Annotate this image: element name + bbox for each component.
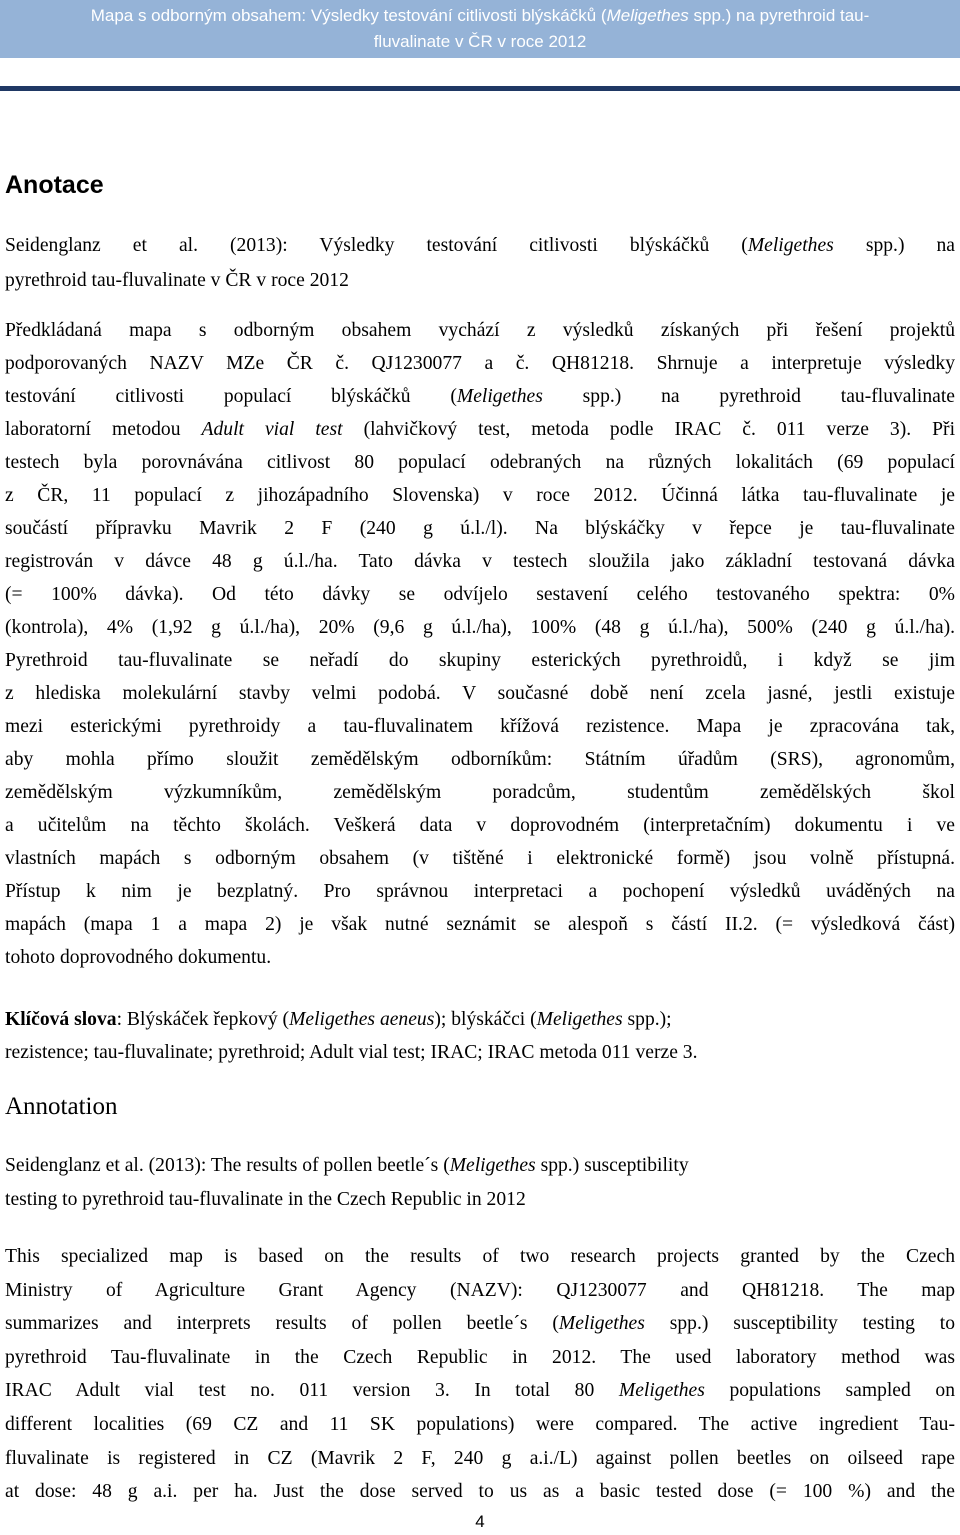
anotace-heading: Anotace	[5, 171, 104, 199]
annotation-citation-line-1: Seidenglanz et al. (2013): The results of pollen beetle´s (Meligethes spp.) susceptibility	[5, 1155, 689, 1176]
document-header	[0, 0, 960, 58]
annotation-citation-line-2: testing to pyrethroid tau-fluvalinate in the Czech Republic in 2012	[5, 1189, 526, 1210]
keywords-label: Klíčová slova	[5, 1009, 117, 1030]
body-line: fluvalinate is registered in CZ (Mavrik 2 F, 240 g a.i./L) against pollen beetles on oilseed rape	[5, 1447, 955, 1469]
header-title-line-1: Mapa s odborným obsahem: Výsledky testování citlivosti blýskáčků (Meligethes spp.) na pyrethroid tau-	[90, 6, 870, 25]
body-line: summarizes and interprets results of pollen beetle´s (Meligethes spp.) susceptibility testing to	[5, 1313, 956, 1335]
body-line: podporovaných NAZV MZe ČR č. QJ1230077 a č. QH81218. Shrnuje a interpretuje výsledky	[5, 353, 955, 374]
body-line: different localities (69 CZ and 11 SK populations) were compared. The active ingredient Tau-	[5, 1414, 955, 1435]
keywords-text-1: : Blýskáček řepkový (Meligethes aeneus); blýskáčci (Meligethes spp.);	[116, 1009, 672, 1030]
header-title-line-2: fluvalinate v ČR v roce 2012	[373, 32, 587, 51]
body-line: vlastních mapách s odborným obsahem (v tištěné i elektronické formě) jsou volně přístupná.	[5, 848, 955, 869]
body-line: (= 100% dávka). Od této dávky se odvíjelo sestavení celého testovaného spektra: 0%	[5, 584, 955, 605]
body-line: mezi esterickými pyrethroidy a tau-fluvalinatem křížová rezistence. Mapa je zpracována tak,	[5, 716, 955, 737]
body-line: Přístup k nim je bezplatný. Pro správnou interpretaci a pochopení výsledků uváděných na	[5, 881, 955, 902]
body-line: z ČR, 11 populací z jihozápadního Slovenska) v roce 2012. Účinná látka tau-fluvalinate je	[5, 485, 955, 506]
body-line: součástí přípravku Mavrik 2 F (240 g ú.l./l). Na blýskáčky v řepce je tau-fluvalinate	[5, 518, 955, 539]
anotace-citation-line-2: pyrethroid tau-fluvalinate v ČR v roce 2012	[5, 270, 349, 291]
body-line: testování citlivosti populací blýskáčků (Meligethes spp.) na pyrethroid tau-fluvalinate	[5, 386, 956, 407]
body-line: Předkládaná mapa s odborným obsahem vychází z výsledků získaných při řešení projektů	[5, 320, 955, 341]
body-line: aby mohla přímo sloužit zemědělským odborníkům: Státním úřadům (SRS), agronomům,	[5, 749, 955, 770]
body-line: laboratorní metodou Adult vial test (lahvičkový test, metoda podle IRAC č. 011 verze 3). Při	[5, 419, 956, 440]
body-line: IRAC Adult vial test no. 011 version 3. In total 80 Meligethes populations sampled on	[5, 1380, 955, 1402]
anotace-citation-line-1: Seidenglanz et al. (2013): Výsledky testování citlivosti blýskáčků (Meligethes spp.) na	[5, 235, 955, 256]
body-line: a učitelům na těchto školách. Veškerá data v doprovodném (interpretačním) dokumentu i ve	[5, 815, 955, 836]
header-divider	[0, 86, 960, 91]
body-line: tohoto doprovodného dokumentu.	[5, 947, 272, 968]
page-number: 4	[475, 1512, 485, 1531]
body-line: mapách (mapa 1 a mapa 2) je však nutné seznámit se alespoň s částí II.2. (= výsledková část)	[5, 914, 955, 935]
body-line: This specialized map is based on the results of two research projects granted by the Czech	[5, 1246, 955, 1267]
body-line: Ministry of Agriculture Grant Agency (NAZV): QJ1230077 and QH81218. The map	[5, 1279, 955, 1301]
body-line: zemědělským výzkumníkům, zemědělským poradcům, studentům zemědělských škol	[5, 782, 955, 803]
body-line: testech byla porovnávána citlivost 80 populací odebraných na různých lokalitách (69 populací	[5, 452, 955, 473]
body-line: Pyrethroid tau-fluvalinate se neřadí do skupiny esterických pyrethroidů, i když se jim	[5, 650, 955, 671]
body-line: at dose: 48 g a.i. per ha. Just the dose served to us as a basic tested dose (= 100 %) and the	[5, 1481, 955, 1503]
body-line: (kontrola), 4% (1,92 g ú.l./ha), 20% (9,6 g ú.l./ha), 100% (48 g ú.l./ha), 500% (240 g ú.l./ha).	[5, 617, 955, 638]
body-line: pyrethroid Tau-fluvalinate in the Czech Republic in 2012. The used laboratory method was	[5, 1346, 955, 1368]
body-line: z hlediska molekulární stavby velmi podobá. V současné době není zcela jasné, jestli existuje	[5, 683, 955, 704]
keywords-line-2: rezistence; tau-fluvalinate; pyrethroid; Adult vial test; IRAC; IRAC metoda 011 verze 3.	[5, 1042, 698, 1063]
keywords-line-1	[5, 1003, 955, 1036]
annotation-heading: Annotation	[5, 1093, 118, 1120]
body-line: registrován v dávce 48 g ú.l./ha. Tato dávka v testech sloužila jako základní testovaná dávka	[5, 551, 955, 572]
